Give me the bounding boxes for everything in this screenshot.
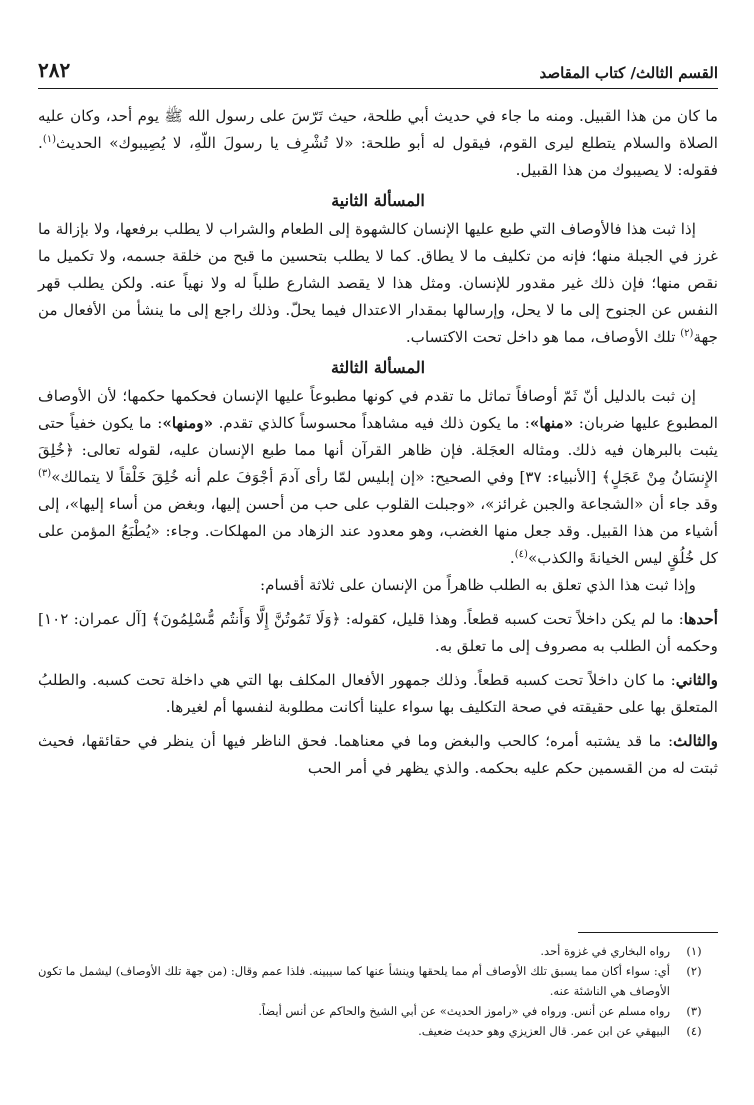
paragraph-1 <box>38 103 718 184</box>
section-title-3: المسألة الثالثة <box>330 358 426 377</box>
text-run: إذا ثبت هذا فالأوصاف التي طبع عليها الإنسان كالشهوة إلى الطعام والشراب لا يطلب برفعها، ولا بإزالة ما غرز في الجبلة منها؛ فإنه من تكليف ما لا يطاق. كما لا يطلب بتحسين ما قبح من خلقة جسمه، ولا تكميل ما نقص منها؛ فإن ذلك غير مقدور للإنسان. ومثل هذا لا يقصد الشارع طلباً له ولا نهياً عنه. ولكن يطلب قهر النفس عن الجنوح إلى ما لا يحل، وإرسالها بمقدار الاعتدال فيما يحلّ. وذلك راجع إلى ما ينشأ من الأفعال من جهة <box>38 220 718 346</box>
text-run: : ما يكون ذلك فيه مشاهداً محسوساً كالذي تقدم. <box>213 414 530 432</box>
term-minha: «منها» <box>529 414 574 432</box>
footnote-2 <box>38 961 718 1001</box>
footnote-divider <box>578 932 718 933</box>
category-label-2: والثاني <box>675 671 718 689</box>
page <box>38 58 718 782</box>
footnote-text: رواه مسلم عن أنس. ورواه في «راموز الحديث» عن أبي الشيخ والحاكم عن أنس أيضاً. <box>258 1004 670 1018</box>
footnote-number: (٢) <box>686 964 702 978</box>
text-run: : ما كان داخلاً تحت كسبه قطعاً. وذلك جمهور الأفعال المكلف بها التي هي داخلة تحت كسبه. والطلبُ المتعلق بها على حقيقته في صحة التكليف بها سواء علينا أكانت مطلوبة لنفسها أم لغيرها. <box>38 671 718 716</box>
paragraph-4: وإذا ثبت هذا الذي تعلق به الطلب ظاهراً من الإنسان على ثلاثة أقسام: <box>259 576 696 594</box>
footnote-number: (٣) <box>686 1004 702 1018</box>
footnote-text: رواه البخاري في غزوة أحد. <box>540 944 670 958</box>
page-number: ٢٨٢ <box>38 58 71 82</box>
term-wa-minha: «ومنها» <box>162 414 214 432</box>
text-run: إن ثبت بالدليل أنّ ثَمّ أوصافاً تماثل ما تقدم في كونها مطبوعاً عليها الإنسان فحكمها حكمها؛ لأن الأوصاف المطبوع عليها ضربان: <box>38 387 719 432</box>
text-run: : ما قد يشتبه أمره؛ كالحب والبغض وما في معناهما. فحق الناظر فيها أن ينظر في حقائقها، فحيث ثبتت له من القسمين حكم عليه بحكمه. والذي يظهر في أمر الحب <box>38 732 718 777</box>
paragraph-category-2 <box>38 667 718 721</box>
footnote-4 <box>38 1021 718 1041</box>
paragraph-category-1 <box>38 606 718 660</box>
paragraph-3 <box>38 383 718 572</box>
text-run: : ما لم يكن داخلاً تحت كسبه قطعاً. وهذا قليل، كقوله: ﴿وَلَا تَمُوتُنَّ إِلَّا وَأَنتُم مُّسْلِمُونَ﴾ [آل عمران: ١٠٢] وحكمه أن الطلب به مصروف إلى ما تعلق به. <box>38 610 718 655</box>
footnote-text: البيهقي عن ابن عمر. قال العزيزي وهو حديث ضعيف. <box>418 1024 670 1038</box>
paragraph-2 <box>38 216 718 351</box>
text-run: . <box>509 549 515 567</box>
footnote-1 <box>38 941 718 961</box>
running-title: القسم الثالث/ كتاب المقاصد <box>539 64 718 82</box>
footnote-number: (٤) <box>686 1024 702 1038</box>
footnote-number: (١) <box>686 944 702 958</box>
category-label-1: أحدها <box>683 610 718 628</box>
category-label-3: والثالث <box>673 732 718 750</box>
footnote-ref-4[interactable]: (٤) <box>514 548 528 560</box>
footnote-3 <box>38 1001 718 1021</box>
text-run: ما كان من هذا القبيل. ومنه ما جاء في حديث أبي طلحة، حيث تَرّسَ على رسول الله ﷺ يوم أحد، وكان عليه الصلاة والسلام يتطلع ليرى القوم، فيقول له أبو طلحة: «لا تُشْرِف يا رسولَ اللّهِ، لا يُصِيبوك» الحديث <box>38 107 718 152</box>
footnote-ref-3[interactable]: (٣) <box>38 467 52 479</box>
paragraph-category-3 <box>38 728 718 782</box>
text-run: . فقوله: لا يصيبوك من هذا القبيل. <box>38 134 718 179</box>
text-run: تلك الأوصاف، مما هو داخل تحت الاكتساب. <box>405 328 681 346</box>
text-run: : ما يكون خفياً حتى يثبت بالبرهان فيه ذلك. ومثاله العجَلة. فإن ظاهر القرآن أنها مما طبع الإنسان عليه، لقوله تعالى: ﴿خُلِقَ الإِنسَانُ مِنْ عَجَلٍ﴾ [الأنبياء: ٣٧] وفي الصحيح: «إن إبليس لمّا رأى آدمَ أجْوَفَ علم أنه خُلِقَ خَلْقاً لا يتمالك» <box>38 414 718 486</box>
footnote-ref-2[interactable]: (٢) <box>680 327 694 339</box>
footnote-ref-1[interactable]: (١) <box>42 133 57 145</box>
page-header <box>38 58 718 89</box>
footnote-text: أي: سواء أكان مما يسبق تلك الأوصاف أم مما يلحقها وينشأ عنها كما سيبينه. فلذا عمم وقال: (من جهة تلك الأوصاف) ليشمل ما تكون الأوصاف هي الناشئة عنه. <box>38 964 670 998</box>
section-title-2: المسألة الثانية <box>331 191 425 210</box>
text-run: وقد جاء أن «الشجاعة والجبن غرائز»، «وجبلت القلوب على حب من أحسن إليها، وبغض من أساء إليها»، إلى أشياء من هذا القبيل. وقد جعل منها الغضب، وهو معدود عند الزهاد من المهلكات. وجاء: «يُطْبَعُ المؤمن على كل خُلُقٍ ليس الخيانةَ والكذب» <box>38 495 718 567</box>
footnotes <box>38 932 718 1041</box>
